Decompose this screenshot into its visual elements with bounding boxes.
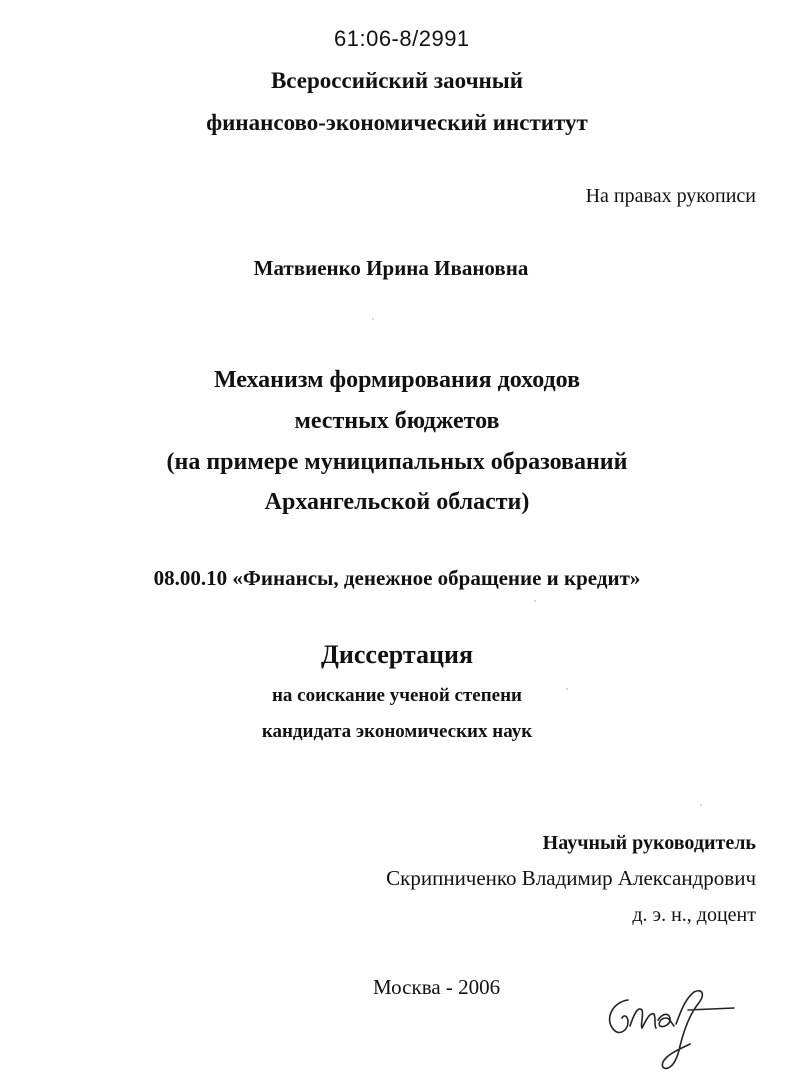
degree-line-2: кандидата экономических наук [261, 721, 533, 742]
supervisor-credentials: д. э. н., доцент [632, 904, 756, 926]
title-line-3: (на примере муниципальных образований [166, 449, 628, 475]
manuscript-rights-note: На правах рукописи [585, 185, 756, 207]
degree-line-1: на соискание ученой степени [271, 685, 522, 706]
institution-line-2: финансово-экономический институт [206, 110, 588, 135]
author-name: Матвиенко Ирина Ивановна [253, 256, 529, 280]
title-line-1: Механизм формирования доходов [213, 367, 581, 393]
institution-line-1: Всероссийский заочный [270, 68, 524, 93]
work-type-heading: Диссертация [320, 640, 474, 669]
registry-number: 61:06-8/2991 [334, 26, 470, 51]
title-line-4: Архангельской области) [264, 489, 530, 515]
signature-stroke [610, 991, 734, 1069]
scan-speck [566, 688, 568, 690]
scan-speck [372, 318, 374, 320]
scan-speck [700, 804, 702, 806]
supervisor-label: Научный руководитель [542, 832, 756, 854]
city-and-year: Москва - 2006 [373, 975, 501, 999]
handwritten-signature-icon [598, 980, 748, 1080]
scan-speck [534, 600, 536, 602]
supervisor-name: Скрипниченко Владимир Александрович [386, 866, 756, 890]
specialty-code: 08.00.10 «Финансы, денежное обращение и кредит» [153, 566, 641, 590]
title-line-2: местных бюджетов [294, 408, 500, 434]
